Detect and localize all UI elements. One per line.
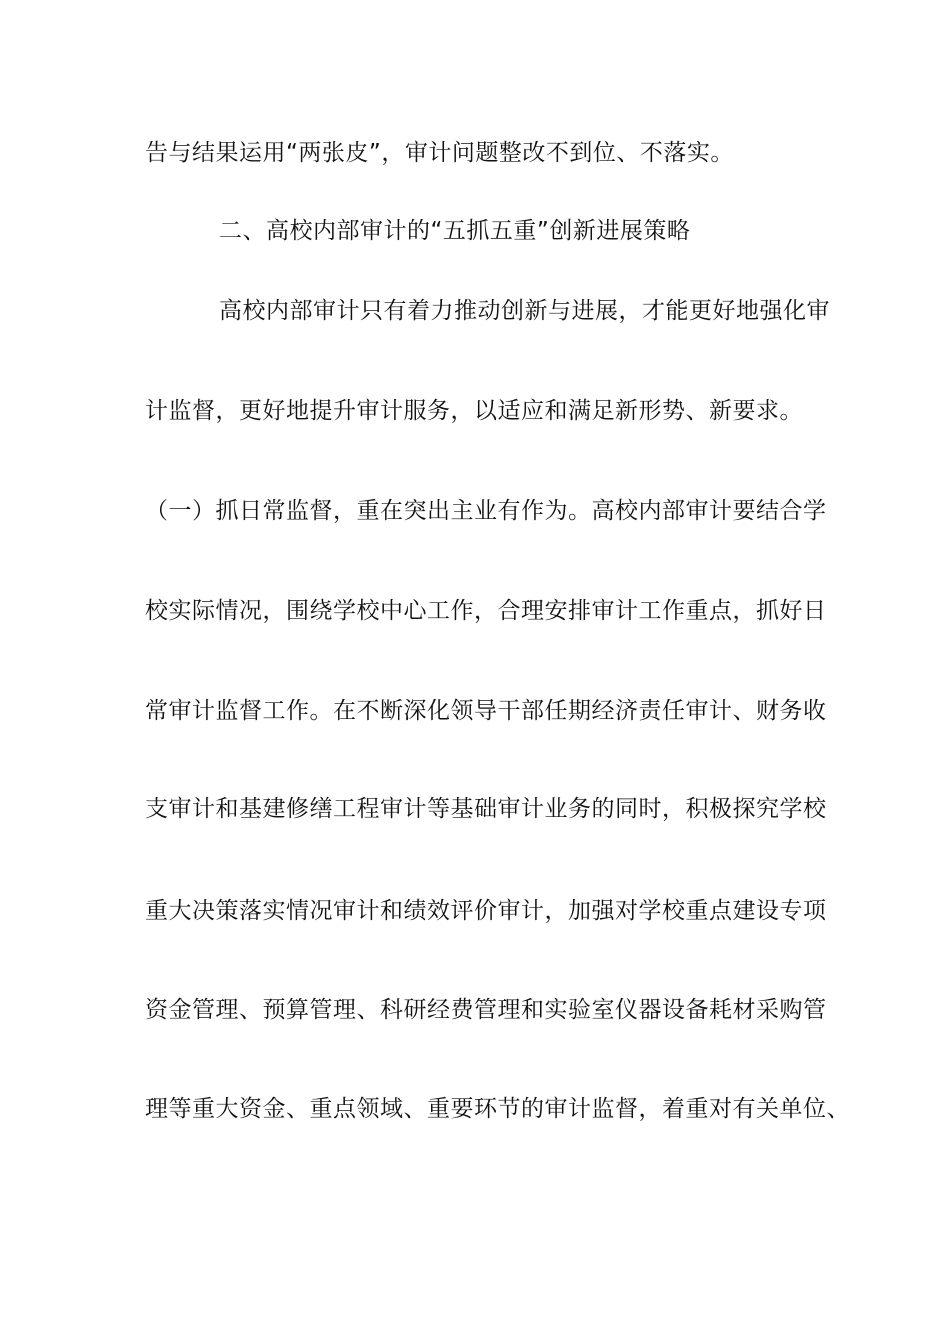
paragraph-line-7: 重大决策落实情况审计和绩效评价审计，加强对学校重点建设专项 (145, 898, 827, 924)
paragraph-line-2: 高校内部审计只有着力推动创新与进展，才能更好地强化审 (219, 298, 830, 324)
section-heading: 二、高校内部审计的“五抓五重”创新进展策略 (219, 218, 691, 244)
paragraph-line-3: 计监督，更好地提升审计服务，以适应和满足新形势、新要求。 (145, 398, 803, 424)
subsection-line-1: （一）抓日常监督，重在突出主业有作为。高校内部审计要结合学 (145, 498, 827, 524)
paragraph-line-8: 资金管理、预算管理、科研经费管理和实验室仪器设备耗材采购管 (145, 997, 827, 1023)
paragraph-line-5: 常审计监督工作。在不断深化领导干部任期经济责任审计、财务收 (145, 698, 827, 724)
paragraph-line-6: 支审计和基建修缮工程审计等基础审计业务的同时，积极探究学校 (145, 796, 827, 822)
paragraph-line-4: 校实际情况，围绕学校中心工作，合理安排审计工作重点，抓好日 (145, 598, 827, 624)
paragraph-line-1: 告与结果运用“两张皮”，审计问题整改不到位、不落实。 (145, 140, 734, 166)
paragraph-line-9: 理等重大资金、重点领域、重要环节的审计监督，着重对有关单位、 (145, 1096, 850, 1122)
